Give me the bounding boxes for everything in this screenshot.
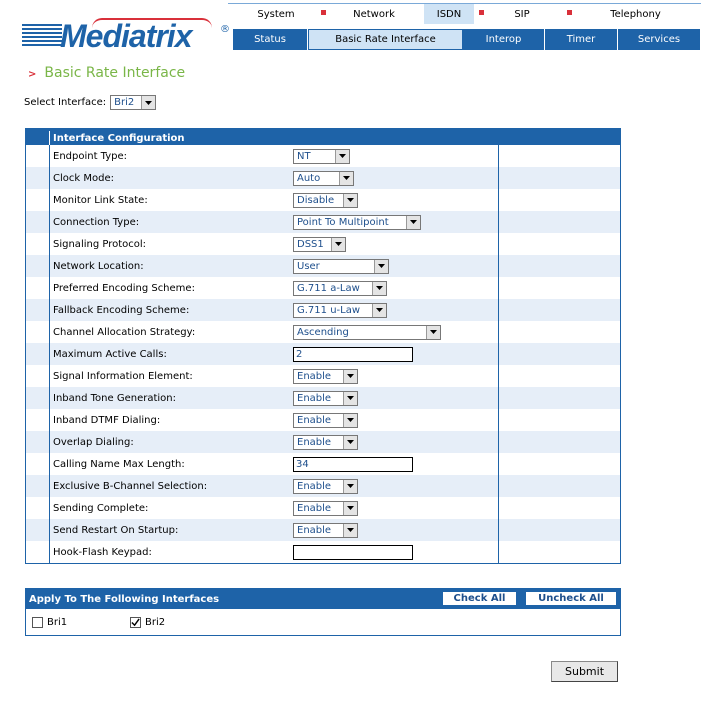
chevron-down-icon	[426, 326, 440, 339]
config-label: Maximum Active Calls:	[53, 348, 167, 360]
config-row	[26, 541, 620, 563]
config-row	[26, 167, 620, 189]
chevron-down-icon	[406, 216, 420, 229]
config-label: Calling Name Max Length:	[53, 458, 185, 470]
chevron-down-icon	[343, 194, 357, 207]
chevron-down-icon	[331, 238, 345, 251]
chevron-down-icon	[343, 480, 357, 493]
config-label: Channel Allocation Strategy:	[53, 326, 196, 338]
send-restart-on-startup-select[interactable]: Enable	[293, 523, 358, 538]
config-label: Signal Information Element:	[53, 370, 193, 382]
chevron-down-icon	[343, 392, 357, 405]
select-interface	[24, 95, 156, 110]
sub-nav-services[interactable]: Services	[618, 29, 701, 50]
config-label: Exclusive B-Channel Selection:	[53, 480, 208, 492]
mediatrix-logo	[22, 18, 230, 58]
config-row	[26, 365, 620, 387]
interface-configuration-panel	[25, 128, 621, 564]
config-row	[26, 431, 620, 453]
config-label: Signaling Protocol:	[53, 238, 147, 250]
sub-nav-timer[interactable]: Timer	[545, 29, 618, 50]
top-nav-network[interactable]: Network	[353, 8, 395, 20]
top-nav-system[interactable]: System	[257, 8, 295, 20]
connection-type-select[interactable]: Point To Multipoint	[293, 215, 421, 230]
select-interface-dropdown[interactable]: Bri2	[110, 95, 156, 110]
channel-allocation-strategy-select[interactable]: Ascending	[293, 325, 441, 340]
config-row	[26, 255, 620, 277]
config-label: Inband Tone Generation:	[53, 392, 176, 404]
sub-nav	[233, 29, 701, 50]
overlap-dialing-select[interactable]: Enable	[293, 435, 358, 450]
chevron-down-icon	[339, 172, 353, 185]
top-nav-sip[interactable]: SIP	[514, 8, 530, 20]
signal-information-element-select[interactable]: Enable	[293, 369, 358, 384]
config-label: Hook-Flash Keypad:	[53, 546, 152, 558]
config-row	[26, 497, 620, 519]
config-row	[26, 519, 620, 541]
chevron-down-icon	[343, 414, 357, 427]
top-nav	[228, 3, 701, 23]
config-label: Fallback Encoding Scheme:	[53, 304, 190, 316]
page-title: > Basic Rate Interface	[28, 65, 186, 81]
maximum-active-calls-input[interactable]: 2	[293, 347, 413, 362]
config-label: Sending Complete:	[53, 502, 149, 514]
chevron-down-icon	[343, 524, 357, 537]
sending-complete-select[interactable]: Enable	[293, 501, 358, 516]
config-row	[26, 277, 620, 299]
apply-interfaces-header: Apply To The Following Interfaces Check All Uncheck All	[26, 589, 620, 609]
config-row	[26, 453, 620, 475]
config-label: Send Restart On Startup:	[53, 524, 179, 536]
logo-registered-mark: ®	[220, 24, 230, 35]
chevron-down-icon	[343, 370, 357, 383]
config-row	[26, 233, 620, 255]
select-interface-label: Select Interface:	[24, 97, 107, 108]
hook-flash-keypad-input[interactable]	[293, 545, 413, 560]
chevron-down-icon	[343, 502, 357, 515]
interface-checkboxes	[26, 609, 620, 635]
calling-name-max-length-input[interactable]: 34	[293, 457, 413, 472]
config-row	[26, 409, 620, 431]
chevron-down-icon	[141, 96, 155, 109]
config-row	[26, 299, 620, 321]
top-nav-isdn[interactable]: ISDN	[424, 4, 474, 24]
fallback-encoding-scheme-select[interactable]: G.711 u-Law	[293, 303, 387, 318]
uncheck-all-button[interactable]: Uncheck All	[525, 591, 617, 606]
config-row	[26, 145, 620, 167]
signaling-protocol-select[interactable]: DSS1	[293, 237, 346, 252]
logo-lines-icon	[22, 24, 62, 50]
interface-configuration-header: Interface Configuration	[26, 131, 620, 145]
config-row	[26, 343, 620, 365]
endpoint-type-select[interactable]: NT	[293, 149, 350, 164]
title-arrow-icon: >	[28, 69, 37, 80]
chevron-down-icon	[335, 150, 349, 163]
inband-tone-generation-select[interactable]: Enable	[293, 391, 358, 406]
config-label: Overlap Dialing:	[53, 436, 134, 448]
config-label: Preferred Encoding Scheme:	[53, 282, 195, 294]
config-label: Endpoint Type:	[53, 150, 128, 162]
submit-button[interactable]: Submit	[551, 661, 618, 682]
config-label: Clock Mode:	[53, 172, 114, 184]
clock-mode-select[interactable]: Auto	[293, 171, 354, 186]
checkbox-icon	[32, 617, 43, 628]
interface-checkbox-bri2[interactable]: Bri2	[130, 617, 190, 628]
chevron-down-icon	[374, 260, 388, 273]
sub-nav-interop[interactable]: Interop	[463, 29, 545, 50]
preferred-encoding-scheme-select[interactable]: G.711 a-Law	[293, 281, 387, 296]
config-row	[26, 211, 620, 233]
top-nav-telephony[interactable]: Telephony	[610, 8, 661, 20]
chevron-down-icon	[343, 436, 357, 449]
config-row	[26, 387, 620, 409]
chevron-down-icon	[372, 282, 386, 295]
checkbox-icon	[130, 617, 141, 628]
chevron-down-icon	[372, 304, 386, 317]
apply-interfaces-panel	[25, 588, 621, 636]
config-label: Monitor Link State:	[53, 194, 148, 206]
config-label: Network Location:	[53, 260, 144, 272]
sub-nav-basic-rate-interface[interactable]: Basic Rate Interface	[308, 29, 463, 50]
network-location-select[interactable]: User	[293, 259, 389, 274]
inband-dtmf-dialing-select[interactable]: Enable	[293, 413, 358, 428]
config-row	[26, 475, 620, 497]
monitor-link-state-select[interactable]: Disable	[293, 193, 358, 208]
exclusive-b-channel-selection-select[interactable]: Enable	[293, 479, 358, 494]
sub-nav-status[interactable]: Status	[233, 29, 308, 50]
config-row	[26, 189, 620, 211]
config-label: Connection Type:	[53, 216, 140, 228]
config-row	[26, 321, 620, 343]
check-all-button[interactable]: Check All	[442, 591, 517, 606]
logo-text: Mediatrix	[60, 18, 192, 54]
interface-checkbox-bri1[interactable]: Bri1	[32, 617, 130, 628]
config-label: Inband DTMF Dialing:	[53, 414, 161, 426]
config-rows	[26, 145, 620, 563]
